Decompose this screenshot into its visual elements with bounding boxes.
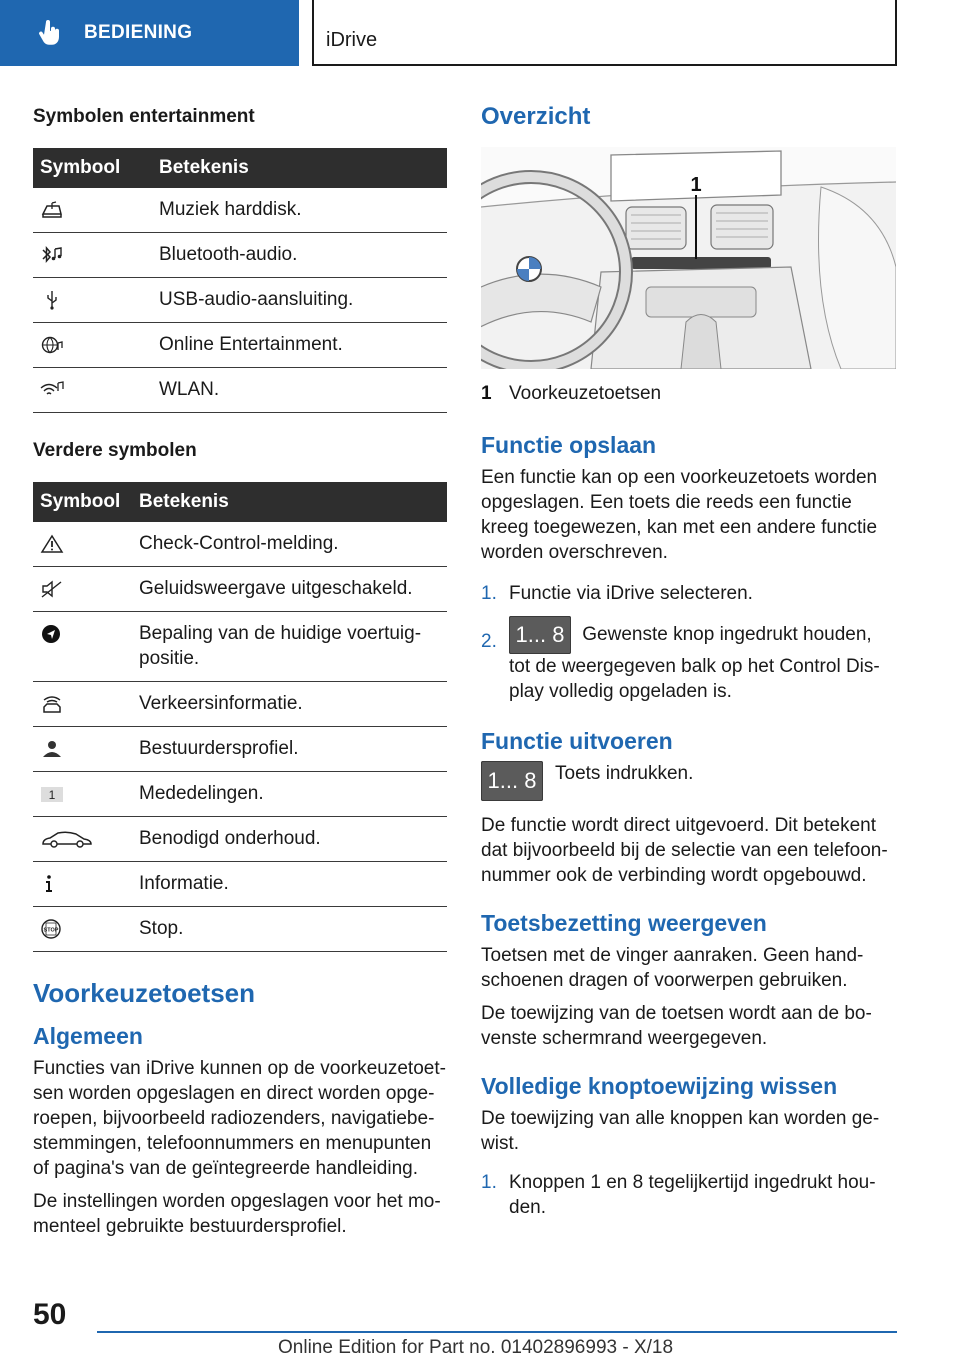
paragraph: De instellingen worden opgeslagen voor het momenteel gebruikte bestuurdersprofiel. <box>33 1191 441 1237</box>
list-item <box>481 581 896 606</box>
subsection-heading: Algemeen <box>33 1023 143 1049</box>
other-symbols-table <box>33 482 447 952</box>
svg-text:1: 1 <box>48 787 56 802</box>
subsection-heading: Functie uitvoeren <box>481 728 673 754</box>
step-text: Knoppen 1 en 8 tegelijkertijd ingedrukt houden. <box>509 1172 876 1218</box>
paragraph: De functie wordt direct uitgevoerd. Dit betekent dat bijvoorbeeld bij de selectie van een telefoonnummer ook de verbinding wordt opgebouwd. <box>481 815 888 886</box>
dashboard-figure <box>481 147 896 369</box>
table-row <box>33 772 447 817</box>
symbol-column-header: Symbool <box>33 482 132 522</box>
header-end-rule <box>895 0 897 66</box>
row-meaning: Muziek harddisk. <box>152 188 447 233</box>
row-meaning: WLAN. <box>152 368 447 413</box>
warning-triangle-icon <box>40 534 64 554</box>
paragraph: Functies van iDrive kunnen op de voorkeuzetoetsen worden opgeslagen en direct worden opgeroepen, bijvoorbeeld radiozenders, navigatiebestemmingen, telefoonnummers en menupunten of pagina's van de geïntegreerde handleiding. <box>33 1058 446 1179</box>
table-row <box>33 682 447 727</box>
wlan-icon <box>40 380 64 400</box>
table-row <box>33 567 447 612</box>
figure-callout: 1 <box>690 174 702 196</box>
row-meaning: Bestuurdersprofiel. <box>132 727 447 772</box>
subsection-heading: Toetsbezetting weergeven <box>481 910 767 936</box>
legend-number: 1 <box>481 383 492 404</box>
other-symbols-title: Verdere symbolen <box>33 440 197 461</box>
row-meaning: Bluetooth-audio. <box>152 233 447 278</box>
section-label: BEDIENING <box>84 22 193 43</box>
page-number: 50 <box>33 1298 67 1331</box>
table-row <box>33 368 447 413</box>
usb-icon <box>40 290 64 310</box>
table-row <box>33 907 447 952</box>
list-item <box>481 616 896 704</box>
row-meaning: Online Entertainment. <box>152 323 447 368</box>
step-number: 1. <box>481 583 497 604</box>
table-row <box>33 323 447 368</box>
paragraph: De toewijzing van de toetsen wordt aan de bovenste schermrand weergegeven. <box>481 1003 872 1049</box>
svg-text:STOP: STOP <box>43 927 59 934</box>
entertainment-title: Symbolen entertainment <box>33 106 255 127</box>
legend-text: Voorkeuzetoetsen <box>509 383 662 404</box>
edition-footer: Online Edition for Part no. 01402896993 - X/18 <box>278 1337 674 1358</box>
hard-disk-icon <box>40 200 64 220</box>
chapter-title: iDrive <box>326 29 378 51</box>
table-row <box>33 862 447 907</box>
preset-key-icon: 1... 8 <box>509 616 571 654</box>
row-meaning: Verkeersinformatie. <box>132 682 447 727</box>
position-arrow-icon <box>40 624 64 644</box>
meaning-column-header: Betekenis <box>132 482 447 522</box>
table-row <box>33 727 447 772</box>
hand-touch-icon <box>30 13 70 53</box>
section-tab <box>0 0 299 66</box>
exec-key-row <box>481 761 896 803</box>
car-service-icon <box>40 829 94 849</box>
row-meaning: Check-Control-melding. <box>132 522 447 567</box>
traffic-info-icon <box>40 694 64 714</box>
row-meaning: Informatie. <box>132 862 447 907</box>
step-text: Gewenste knop ingedrukt houden, tot de weergegeven balk op het Control Display volledig opgeladen is. <box>509 624 880 702</box>
preset-key-icon: 1... 8 <box>481 761 543 801</box>
exec-key-text: Toets indrukken. <box>555 763 694 784</box>
symbol-column-header: Symbool <box>33 148 152 188</box>
row-meaning: Bepaling van de huidige voertuigpositie. <box>132 612 447 682</box>
meaning-column-header: Betekenis <box>152 148 447 188</box>
figure-legend <box>481 381 896 406</box>
bluetooth-audio-icon <box>40 245 64 265</box>
row-meaning: Benodigd onderhoud. <box>132 817 447 862</box>
row-meaning: Geluidsweergave uitgeschakeld. <box>132 567 447 612</box>
section-heading: Voorkeuzetoetsen <box>33 978 256 1008</box>
list-item <box>481 1170 896 1220</box>
row-meaning: USB-audio-aansluiting. <box>152 278 447 323</box>
left-column <box>33 106 447 1239</box>
message-number-icon <box>40 784 64 804</box>
table-row <box>33 817 447 862</box>
table-header-row <box>33 482 447 522</box>
mute-icon <box>40 579 64 599</box>
table-row <box>33 188 447 233</box>
online-entertainment-icon <box>40 335 64 355</box>
paragraph: De toewijzing van alle knoppen kan worden gewist. <box>481 1108 880 1154</box>
step-number: 2. <box>481 631 497 652</box>
driver-profile-icon <box>40 739 64 759</box>
row-meaning: Stop. <box>132 907 447 952</box>
paragraph: Toetsen met de vinger aanraken. Geen handschoenen dragen of voorwerpen gebruiken. <box>481 945 864 991</box>
header-divider <box>312 0 314 66</box>
row-meaning: Mededelingen. <box>132 772 447 817</box>
stop-icon <box>40 919 64 939</box>
subsection-heading: Functie opslaan <box>481 432 657 458</box>
table-header-row <box>33 148 447 188</box>
table-row <box>33 233 447 278</box>
header-rule <box>312 64 897 66</box>
subsection-heading: Volledige knoptoewijzing wissen <box>481 1073 838 1099</box>
paragraph: Een functie kan op een voorkeuzetoets worden opgeslagen. Een toets die reeds een functie kreeg toegewezen, kan met een andere functie worden overschreven. <box>481 467 878 563</box>
entertainment-table <box>33 148 447 413</box>
footer-rule <box>97 1331 897 1333</box>
table-row <box>33 612 447 682</box>
right-column <box>481 103 896 1220</box>
table-row <box>33 522 447 567</box>
step-number: 1. <box>481 1172 497 1193</box>
table-row <box>33 278 447 323</box>
step-text: Functie via iDrive selecteren. <box>509 583 753 604</box>
info-icon <box>40 874 64 894</box>
section-heading: Overzicht <box>481 103 591 130</box>
